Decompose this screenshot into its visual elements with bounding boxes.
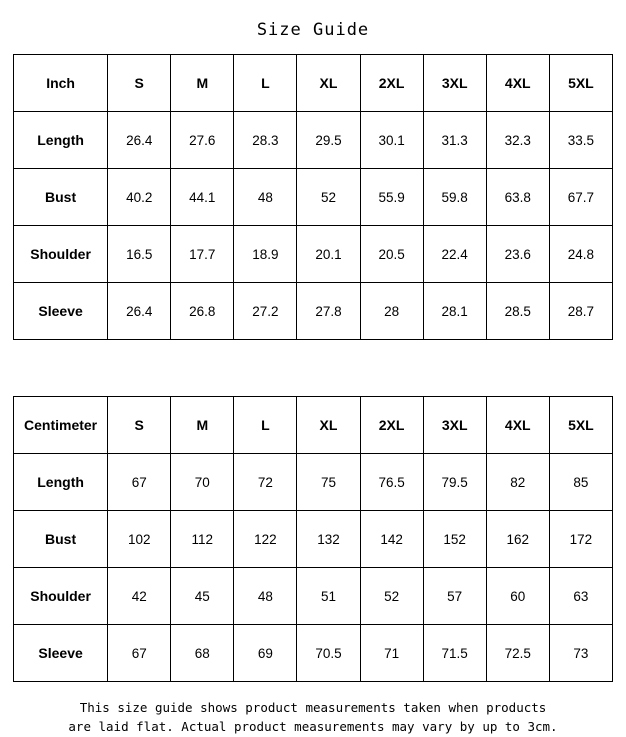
cell-value: 27.2 — [234, 283, 297, 340]
table-row — [14, 568, 613, 625]
cell-value: 31.3 — [423, 112, 486, 169]
row-label-bust: Bust — [14, 169, 108, 226]
cell-value: 67 — [108, 454, 171, 511]
cell-value: 152 — [423, 511, 486, 568]
row-label-bust: Bust — [14, 511, 108, 568]
cell-value: 27.6 — [171, 112, 234, 169]
cell-value: 76.5 — [360, 454, 423, 511]
unit-label-centimeter: Centimeter — [14, 397, 108, 454]
column-header-3xl: 3XL — [423, 55, 486, 112]
size-table-inch — [13, 54, 613, 340]
column-header-s: S — [108, 397, 171, 454]
cell-value: 57 — [423, 568, 486, 625]
row-label-length: Length — [14, 454, 108, 511]
cell-value: 51 — [297, 568, 360, 625]
column-header-4xl: 4XL — [486, 55, 549, 112]
column-header-4xl: 4XL — [486, 397, 549, 454]
cell-value: 71.5 — [423, 625, 486, 682]
cell-value: 33.5 — [549, 112, 612, 169]
table-row — [14, 511, 613, 568]
page-title: Size Guide — [256, 20, 370, 40]
cell-value: 26.4 — [108, 283, 171, 340]
cell-value: 48 — [234, 568, 297, 625]
cell-value: 72.5 — [486, 625, 549, 682]
cell-value: 69 — [234, 625, 297, 682]
table-spacer — [0, 340, 626, 396]
column-header-m: M — [171, 55, 234, 112]
cell-value: 82 — [486, 454, 549, 511]
row-label-length: Length — [14, 112, 108, 169]
row-label-sleeve: Sleeve — [14, 283, 108, 340]
cell-value: 55.9 — [360, 169, 423, 226]
column-header-5xl: 5XL — [549, 55, 612, 112]
cell-value: 52 — [297, 169, 360, 226]
column-header-l: L — [234, 55, 297, 112]
column-header-xl: XL — [297, 397, 360, 454]
column-header-s: S — [108, 55, 171, 112]
cell-value: 28.1 — [423, 283, 486, 340]
cell-value: 26.4 — [108, 112, 171, 169]
cell-value: 17.7 — [171, 226, 234, 283]
cell-value: 85 — [549, 454, 612, 511]
row-label-shoulder: Shoulder — [14, 568, 108, 625]
cell-value: 29.5 — [297, 112, 360, 169]
row-label-shoulder: Shoulder — [14, 226, 108, 283]
cell-value: 79.5 — [423, 454, 486, 511]
cell-value: 40.2 — [108, 169, 171, 226]
cell-value: 27.8 — [297, 283, 360, 340]
cell-value: 32.3 — [486, 112, 549, 169]
cell-value: 70 — [171, 454, 234, 511]
cell-value: 70.5 — [297, 625, 360, 682]
cell-value: 63 — [549, 568, 612, 625]
cell-value: 122 — [234, 511, 297, 568]
table-row — [14, 112, 613, 169]
table-row — [14, 454, 613, 511]
cell-value: 42 — [108, 568, 171, 625]
footnote-line-2: are laid flat. Actual product measurements may vary by up to 3cm. — [68, 719, 558, 735]
cell-value: 68 — [171, 625, 234, 682]
cell-value: 26.8 — [171, 283, 234, 340]
cell-value: 23.6 — [486, 226, 549, 283]
table-row — [14, 169, 613, 226]
cell-value: 20.5 — [360, 226, 423, 283]
cell-value: 22.4 — [423, 226, 486, 283]
cell-value: 44.1 — [171, 169, 234, 226]
cell-value: 48 — [234, 169, 297, 226]
footnote — [0, 682, 626, 737]
footnote-line-1: This size guide shows product measurements taken when products — [79, 700, 547, 715]
column-header-m: M — [171, 397, 234, 454]
column-header-3xl: 3XL — [423, 397, 486, 454]
cell-value: 45 — [171, 568, 234, 625]
cell-value: 24.8 — [549, 226, 612, 283]
cell-value: 67 — [108, 625, 171, 682]
cell-value: 162 — [486, 511, 549, 568]
cell-value: 72 — [234, 454, 297, 511]
column-header-5xl: 5XL — [549, 397, 612, 454]
cell-value: 28.7 — [549, 283, 612, 340]
cell-value: 71 — [360, 625, 423, 682]
cell-value: 28 — [360, 283, 423, 340]
table-header-row — [14, 55, 613, 112]
cell-value: 20.1 — [297, 226, 360, 283]
cell-value: 59.8 — [423, 169, 486, 226]
cell-value: 16.5 — [108, 226, 171, 283]
cell-value: 73 — [549, 625, 612, 682]
table-row — [14, 625, 613, 682]
column-header-2xl: 2XL — [360, 55, 423, 112]
cell-value: 28.5 — [486, 283, 549, 340]
cell-value: 142 — [360, 511, 423, 568]
cell-value: 172 — [549, 511, 612, 568]
cell-value: 28.3 — [234, 112, 297, 169]
size-table-centimeter — [13, 396, 613, 682]
cell-value: 102 — [108, 511, 171, 568]
column-header-2xl: 2XL — [360, 397, 423, 454]
cell-value: 60 — [486, 568, 549, 625]
unit-label-inch: Inch — [14, 55, 108, 112]
cell-value: 67.7 — [549, 169, 612, 226]
cell-value: 112 — [171, 511, 234, 568]
cell-value: 75 — [297, 454, 360, 511]
cell-value: 63.8 — [486, 169, 549, 226]
cell-value: 52 — [360, 568, 423, 625]
cell-value: 30.1 — [360, 112, 423, 169]
table-row — [14, 226, 613, 283]
cell-value: 132 — [297, 511, 360, 568]
cell-value: 18.9 — [234, 226, 297, 283]
column-header-l: L — [234, 397, 297, 454]
table-row — [14, 283, 613, 340]
table-header-row — [14, 397, 613, 454]
column-header-xl: XL — [297, 55, 360, 112]
row-label-sleeve: Sleeve — [14, 625, 108, 682]
